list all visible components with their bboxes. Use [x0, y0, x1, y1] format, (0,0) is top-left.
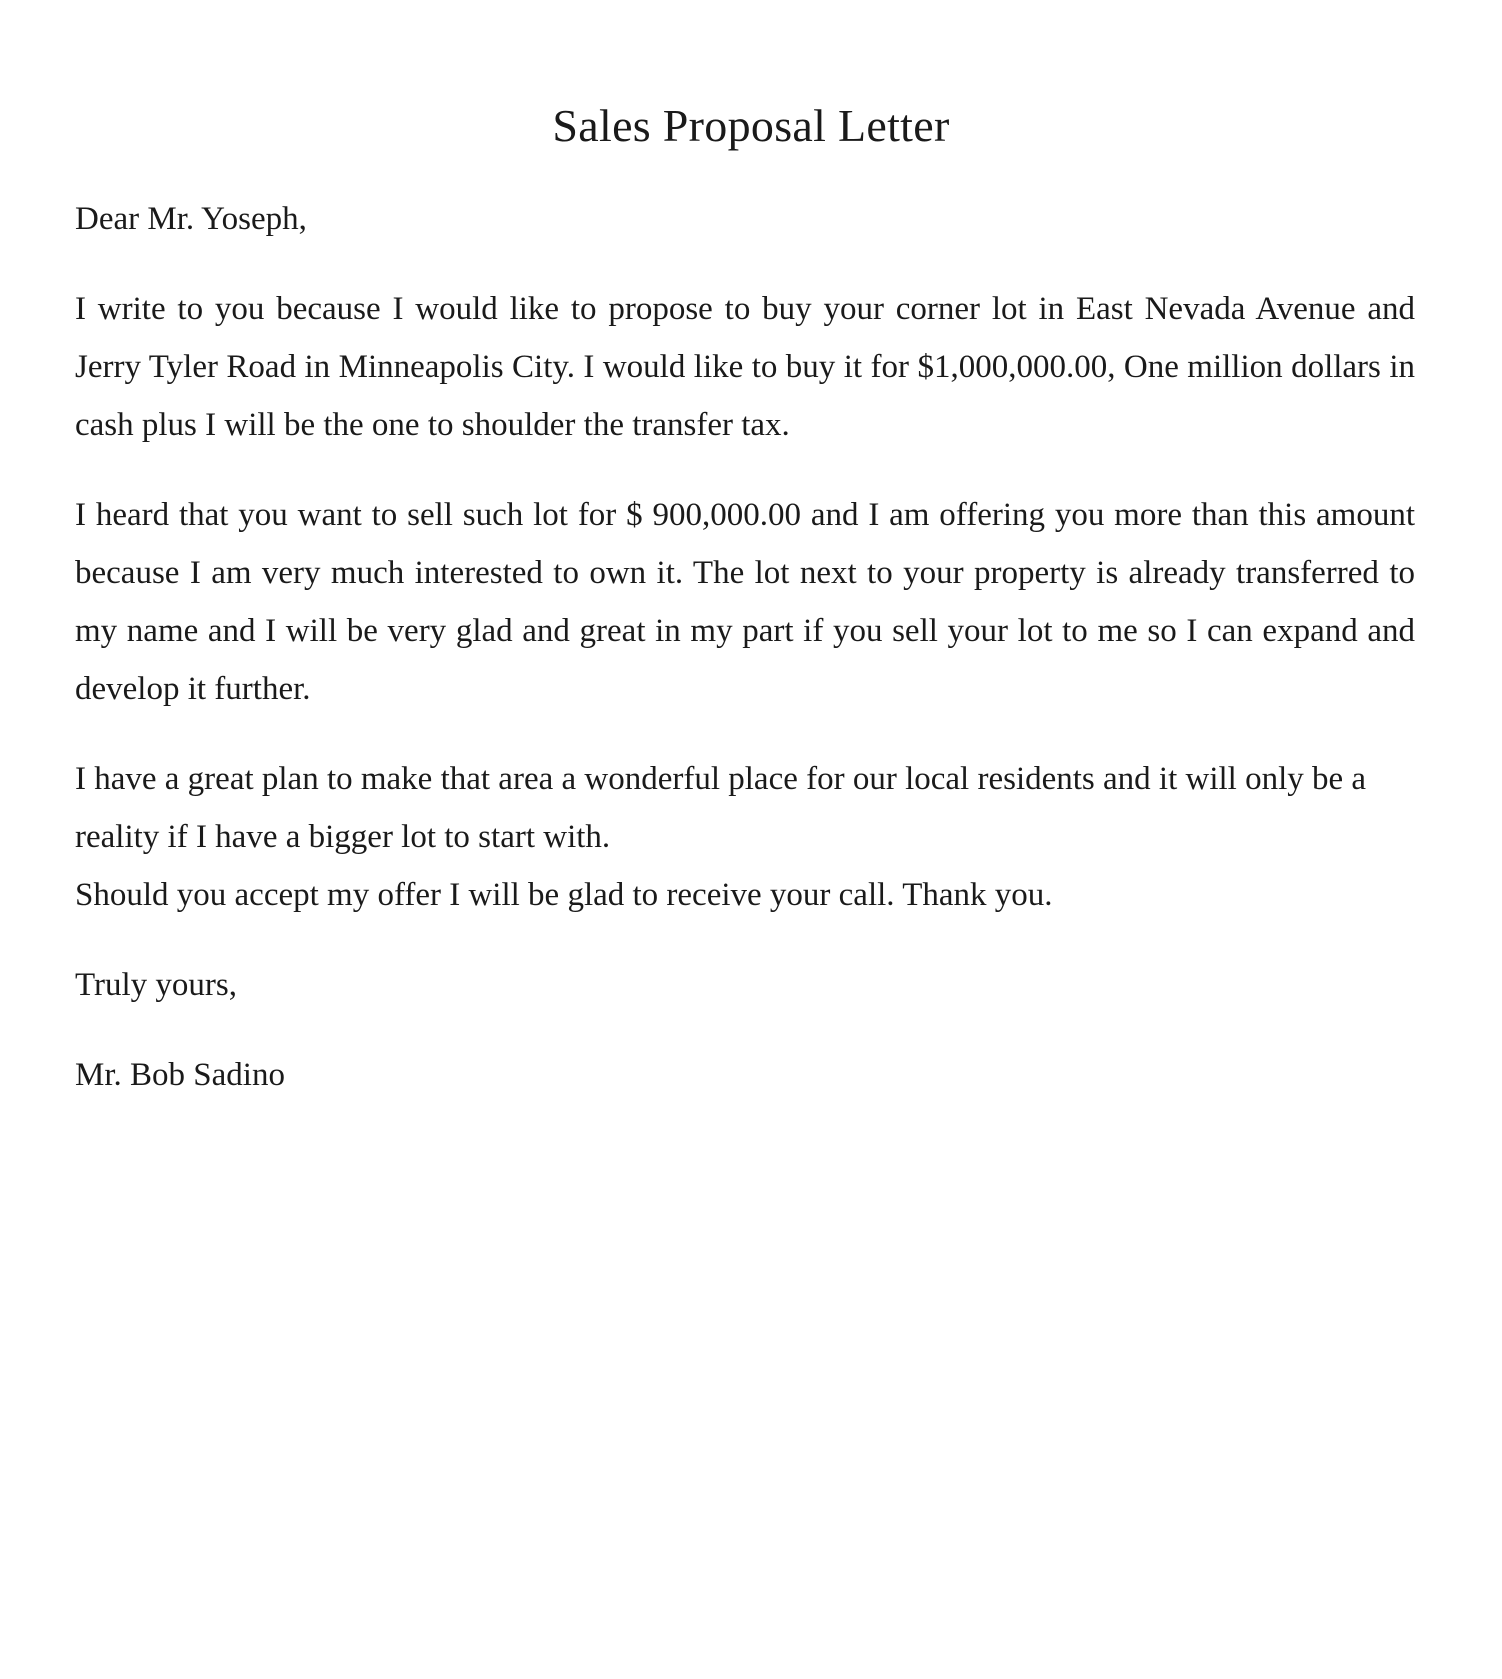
letter-body	[75, 190, 1415, 1104]
letter-paragraph-3-line-1: I have a great plan to make that area a wonderful place for our local residents and it will only be a reality if I have a bigger lot to start with.	[75, 761, 1367, 855]
letter-paragraph-3	[75, 750, 1415, 924]
letter-signature: Mr. Bob Sadino	[75, 1057, 285, 1093]
letter-closing: Truly yours,	[75, 967, 237, 1003]
letter-paragraph-2: I heard that you want to sell such lot for $ 900,000.00 and I am offering you more than this amount because I am very much interested to own it. The lot next to your property is already transferred to my name and I will be very glad and great in my part if you sell your lot to me so I can expand and develop it further.	[75, 497, 1415, 707]
letter-paragraph-3-line-2: Should you accept my offer I will be glad to receive your call. Thank you.	[75, 877, 1053, 913]
letter-salutation: Dear Mr. Yoseph,	[75, 201, 307, 237]
letter-title: Sales Proposal Letter	[552, 100, 950, 151]
letter-paragraph-1: I write to you because I would like to propose to buy your corner lot in East Nevada Avenue and Jerry Tyler Road in Minneapolis City. I would like to buy it for $1,000,000.00, One million dollars in cash plus I will be the one to shoulder the transfer tax.	[75, 291, 1415, 443]
